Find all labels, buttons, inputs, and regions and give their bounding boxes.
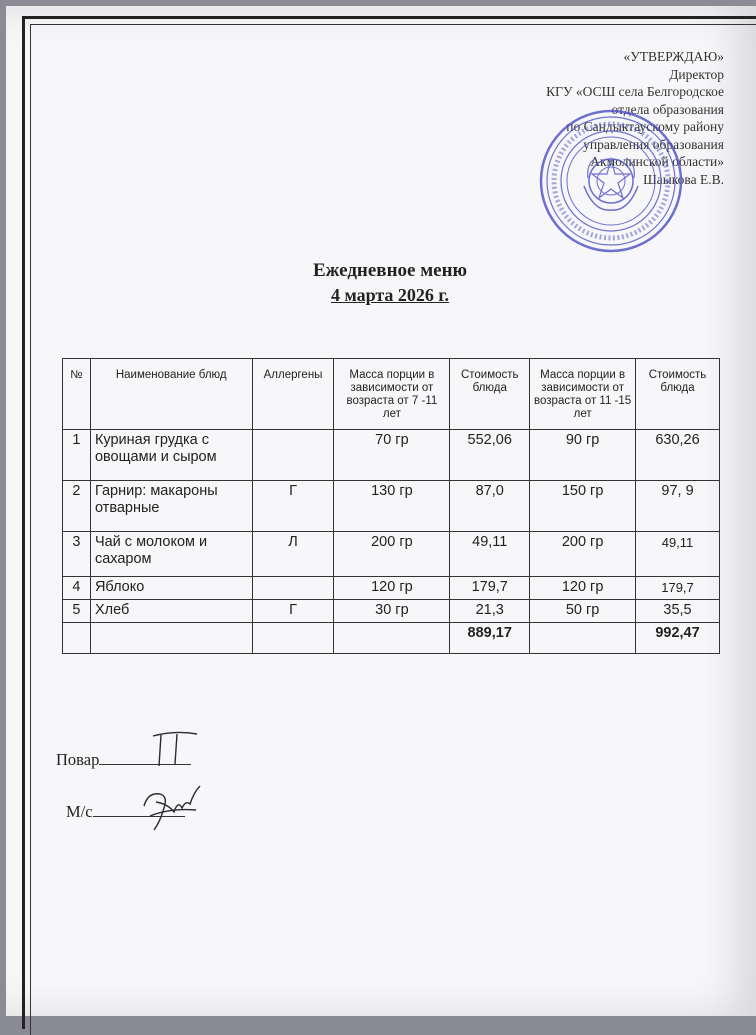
cell-allergens: Л bbox=[252, 532, 334, 577]
cell-empty bbox=[334, 623, 450, 654]
cell-num: 2 bbox=[63, 481, 91, 532]
table-total-row bbox=[63, 623, 720, 654]
cell-empty bbox=[90, 623, 252, 654]
total-cost-11-15: 992,47 bbox=[636, 623, 720, 654]
cell-cost-11-15: 35,5 bbox=[636, 600, 720, 623]
cell-name: Куриная грудка с овощами и сыром bbox=[90, 430, 252, 481]
cell-mass-7-11: 200 гр bbox=[334, 532, 450, 577]
cell-mass-11-15: 50 гр bbox=[530, 600, 636, 623]
cell-mass-7-11: 70 гр bbox=[334, 430, 450, 481]
cell-allergens: Г bbox=[252, 600, 334, 623]
cell-mass-7-11: 30 гр bbox=[334, 600, 450, 623]
cell-name: Гарнир: макароны отварные bbox=[90, 481, 252, 532]
cell-mass-11-15: 120 гр bbox=[530, 577, 636, 600]
menu-date-text: 4 марта 2026 г. bbox=[330, 285, 450, 305]
total-cost-7-11: 889,17 bbox=[450, 623, 530, 654]
header-cost-7-11: Стоимость блюда bbox=[450, 359, 530, 430]
cell-cost-11-15: 179,7 bbox=[636, 577, 720, 600]
header-name: Наименование блюд bbox=[90, 359, 252, 430]
cell-cost-7-11: 49,11 bbox=[450, 532, 530, 577]
official-stamp-icon bbox=[538, 108, 684, 254]
header-allergens: Аллергены bbox=[252, 359, 334, 430]
cell-empty bbox=[530, 623, 636, 654]
cell-name: Хлеб bbox=[90, 600, 252, 623]
table-row bbox=[63, 430, 720, 481]
nurse-signature-icon bbox=[134, 778, 206, 834]
cell-cost-7-11: 87,0 bbox=[450, 481, 530, 532]
cell-cost-11-15: 97, 9 bbox=[636, 481, 720, 532]
approval-line: Директор bbox=[669, 66, 724, 82]
approval-line: Акмолинской области» bbox=[590, 154, 724, 169]
cell-cost-7-11: 552,06 bbox=[450, 430, 530, 481]
cell-num: 3 bbox=[63, 532, 91, 577]
page-title: Ежедневное меню bbox=[312, 260, 468, 281]
table-row bbox=[63, 481, 720, 532]
cell-mass-7-11: 130 гр bbox=[334, 481, 450, 532]
menu-date bbox=[0, 285, 756, 306]
cell-num: 1 bbox=[63, 430, 91, 481]
cell-mass-11-15: 150 гр bbox=[530, 481, 636, 532]
cell-num: 4 bbox=[63, 577, 91, 600]
approval-line: КГУ «ОСШ села Белгородское bbox=[546, 84, 724, 99]
table-row bbox=[63, 532, 720, 577]
table-row bbox=[63, 600, 720, 623]
approval-line: управления образования bbox=[583, 136, 724, 152]
approval-line: «УТВЕРЖДАЮ» bbox=[623, 49, 724, 64]
cell-empty bbox=[63, 623, 91, 654]
approval-line: Шаыкова Е.В. bbox=[643, 171, 724, 187]
table-header-row bbox=[63, 359, 720, 430]
cell-mass-11-15: 200 гр bbox=[530, 532, 636, 577]
cell-allergens bbox=[252, 430, 334, 481]
approval-line: отдела образования bbox=[611, 101, 724, 117]
nurse-label: М/с bbox=[66, 802, 93, 821]
menu-table bbox=[62, 358, 720, 654]
table-row bbox=[63, 577, 720, 600]
cell-num: 5 bbox=[63, 600, 91, 623]
cell-mass-7-11: 120 гр bbox=[334, 577, 450, 600]
cell-empty bbox=[252, 623, 334, 654]
cook-label: Повар bbox=[56, 750, 100, 769]
cook-signature-icon bbox=[145, 726, 205, 772]
header-mass-7-11: Масса порции в зависимости от возраста от 7 -11 лет bbox=[334, 359, 450, 430]
header-num: № bbox=[63, 359, 91, 430]
header-mass-11-15: Масса порции в зависимости от возраста от 11 -15 лет bbox=[530, 359, 636, 430]
cell-cost-11-15: 630,26 bbox=[636, 430, 720, 481]
cell-cost-11-15: 49,11 bbox=[636, 532, 720, 577]
cell-allergens bbox=[252, 577, 334, 600]
cell-mass-11-15: 90 гр bbox=[530, 430, 636, 481]
cell-name: Чай с молоком и сахаром bbox=[90, 532, 252, 577]
cell-cost-7-11: 179,7 bbox=[450, 577, 530, 600]
cell-allergens: Г bbox=[252, 481, 334, 532]
header-cost-11-15: Стоимость блюда bbox=[636, 359, 720, 430]
cell-name: Яблоко bbox=[90, 577, 252, 600]
approval-line: по Сандыктаускому району bbox=[566, 119, 724, 134]
cell-cost-7-11: 21,3 bbox=[450, 600, 530, 623]
